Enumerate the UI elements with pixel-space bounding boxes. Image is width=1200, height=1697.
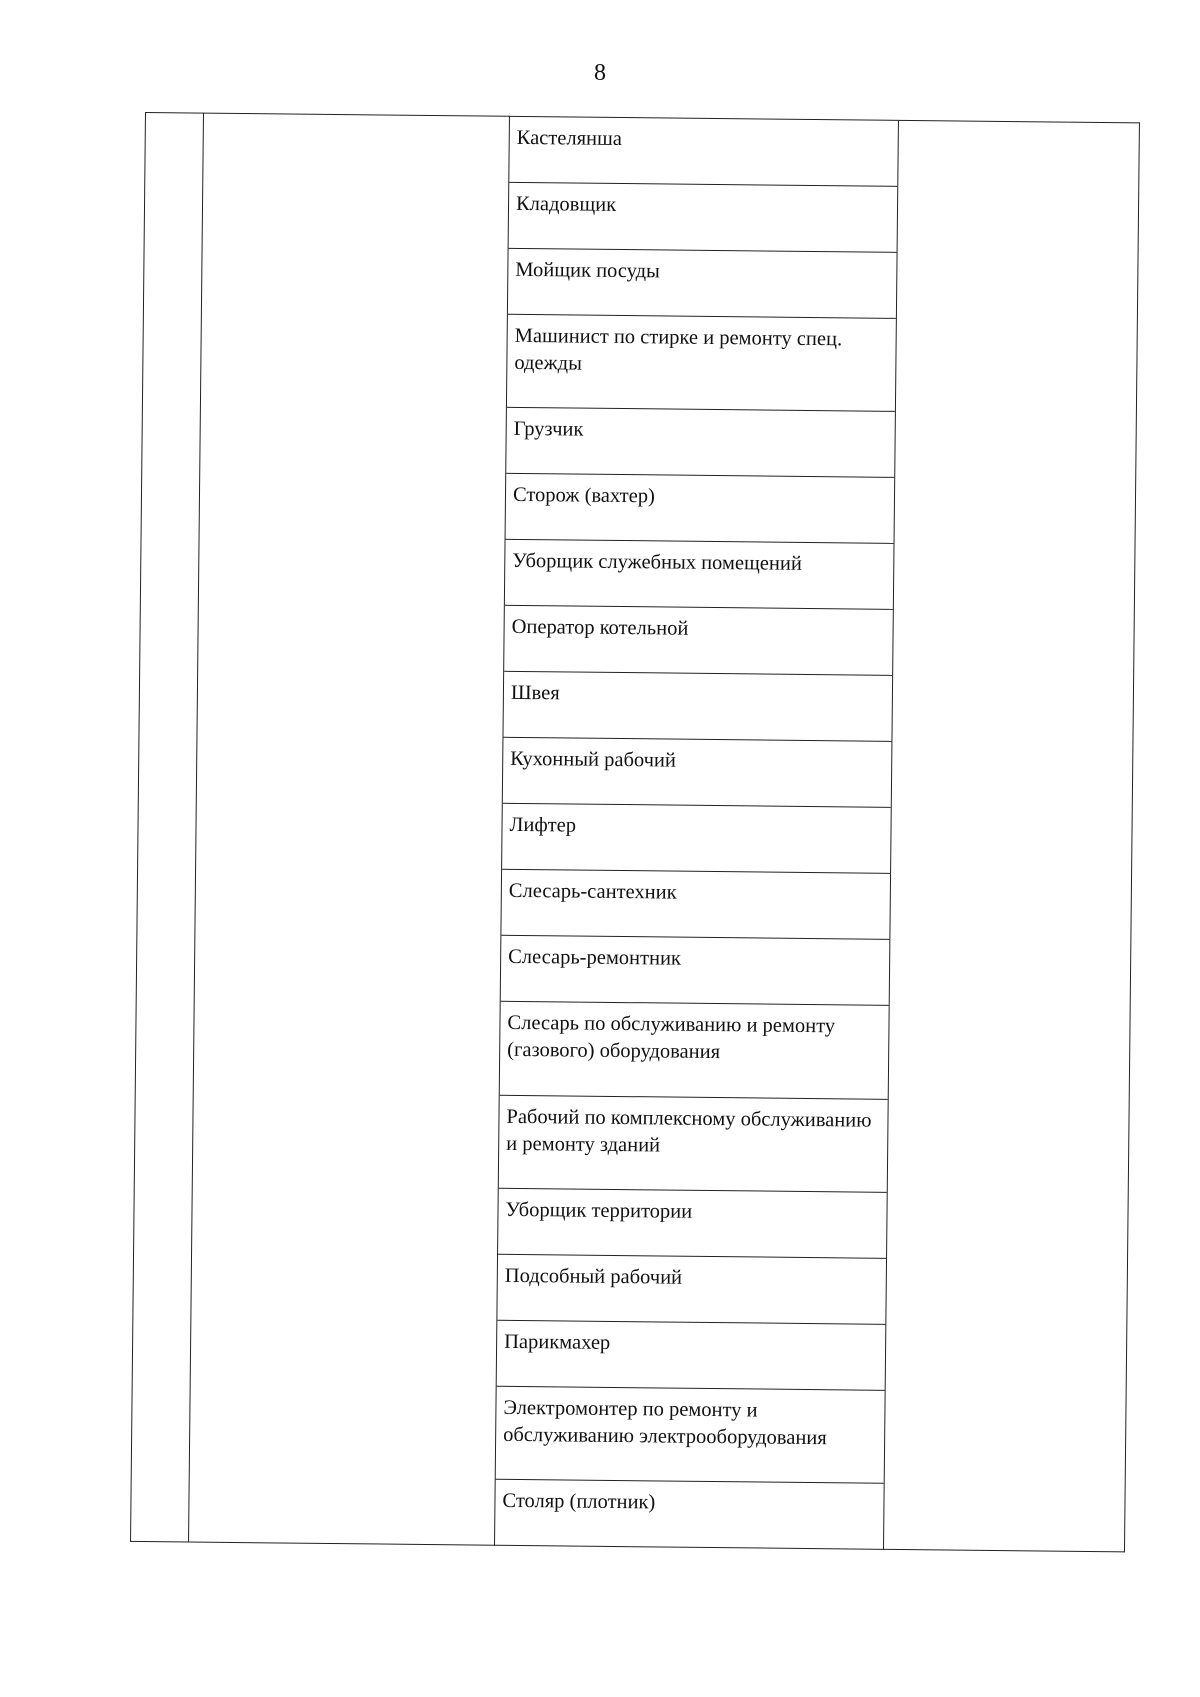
table-row: [506, 473, 895, 543]
empty-column-d: [883, 120, 1139, 1551]
position-cell: Кастелянша: [509, 117, 898, 187]
table-row: [509, 117, 898, 187]
position-cell: Парикмахер: [497, 1320, 886, 1390]
table-row: [497, 1254, 886, 1324]
table-row: [509, 182, 898, 252]
position-cell: Подсобный рабочий: [497, 1254, 886, 1324]
table-row: [500, 1002, 889, 1099]
table-row: [498, 1188, 887, 1258]
position-cell: Швея: [503, 672, 892, 742]
table-row: [507, 314, 896, 411]
empty-column-b: [189, 113, 510, 1545]
position-cell: Уборщик служебных помещений: [505, 540, 894, 610]
position-cell: Грузчик: [506, 407, 895, 477]
table-row: [501, 870, 890, 940]
table-row: [501, 936, 890, 1006]
table-row: [496, 1386, 885, 1483]
table-row: [503, 672, 892, 742]
table-row: [131, 113, 1140, 1552]
page-number: 8: [594, 60, 606, 86]
position-cell: Оператор котельной: [504, 606, 893, 676]
table-row: [504, 606, 893, 676]
position-cell: Лифтер: [502, 804, 891, 874]
position-cell: Мойщик посуды: [508, 248, 897, 318]
table-row: [499, 1095, 888, 1192]
position-cell: Слесарь-сантехник: [501, 870, 890, 940]
table-row: [495, 1479, 884, 1549]
position-cell: Электромонтер по ремонту и обслуживанию электрооборудования: [496, 1386, 885, 1483]
position-cell: Столяр (плотник): [502, 1489, 656, 1514]
position-cell: Слесарь-ремонтник: [501, 936, 890, 1006]
table-row: [508, 248, 897, 318]
position-cell: Уборщик территории: [498, 1188, 887, 1258]
positions-column: [495, 116, 899, 1549]
positions-table: [130, 112, 1140, 1552]
position-cell: Слесарь по обслуживанию и ремонту (газового) оборудования: [500, 1002, 889, 1099]
table-row: [503, 738, 892, 808]
table-row: [497, 1320, 886, 1390]
table-row: [505, 540, 894, 610]
table-row: [506, 407, 895, 477]
table-row: [502, 804, 891, 874]
position-cell: Машинист по стирке и ремонту спец. одежды: [507, 314, 896, 411]
position-cell: Кухонный рабочий: [503, 738, 892, 808]
position-cell: Сторож (вахтер): [506, 473, 895, 543]
position-cell: Рабочий по комплексному обслуживанию и ремонту зданий: [499, 1095, 888, 1192]
positions-list: [495, 117, 898, 1549]
position-cell: Кладовщик: [509, 182, 898, 252]
